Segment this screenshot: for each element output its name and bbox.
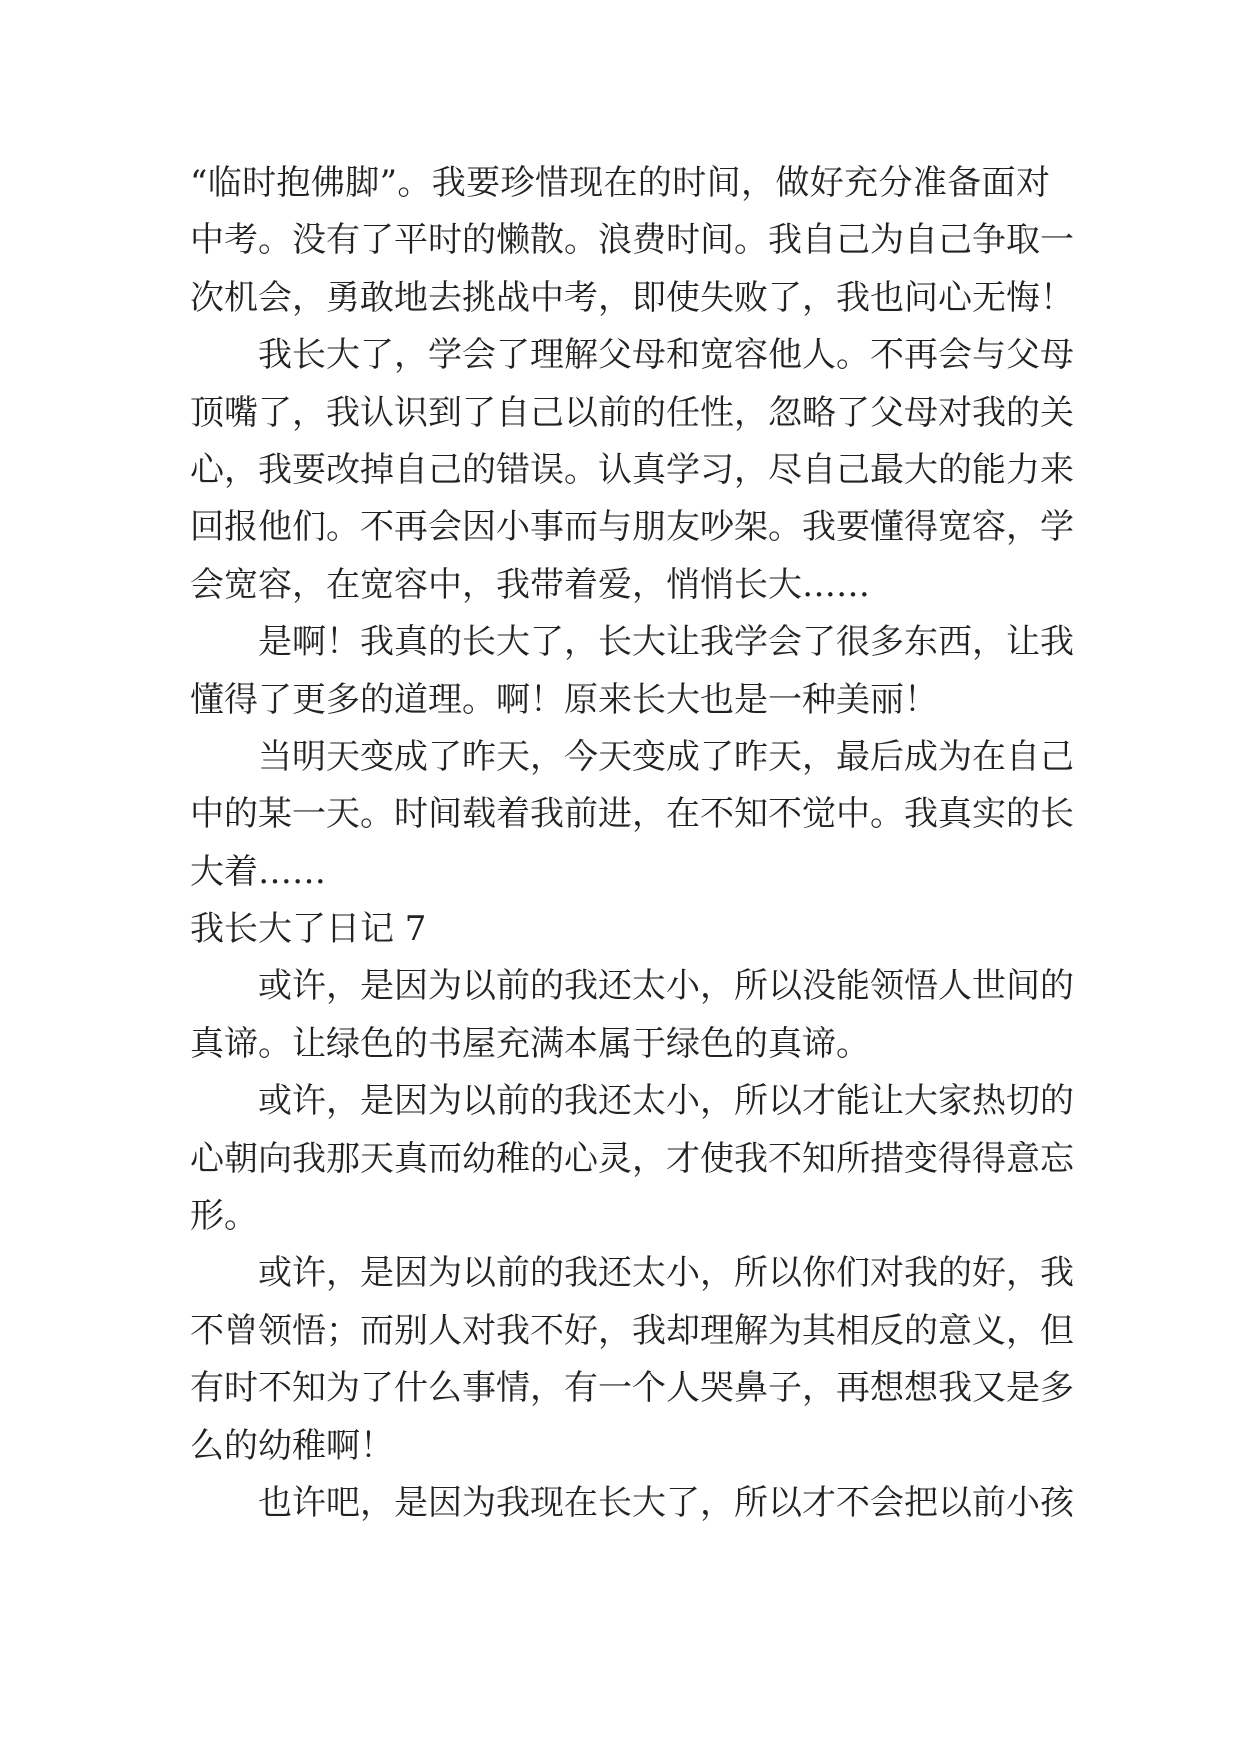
text-line: 真谛。让绿色的书屋充满本属于绿色的真谛。 <box>190 1023 870 1064</box>
text-line: 心，我要改掉自己的错误。认真学习，尽自己最大的能力来 <box>190 449 1074 490</box>
paragraph-first-line: 当明天变成了昨天，今天变成了昨天，最后成为在自己 <box>258 736 1074 777</box>
section-heading: 我长大了日记 7 <box>190 909 427 950</box>
text-line: 会宽容，在宽容中，我带着爱，悄悄长大…… <box>190 564 870 605</box>
text-line: 心朝向我那天真而幼稚的心灵，才使我不知所措变得得意忘 <box>190 1138 1074 1179</box>
text-line: 中的某一天。时间载着我前进，在不知不觉中。我真实的长 <box>190 794 1074 835</box>
document-body <box>190 155 1074 1532</box>
text-line: 中考。没有了平时的懒散。浪费时间。我自己为自己争取一 <box>190 220 1074 261</box>
paragraph-first-line: 也许吧，是因为我现在长大了，所以才不会把以前小孩 <box>258 1482 1074 1523</box>
text-line: “临时抱佛脚”。我要珍惜现在的时间，做好充分准备面对 <box>190 163 1050 203</box>
text-line: 么的幼稚啊！ <box>190 1425 394 1466</box>
paragraph-first-line: 或许，是因为以前的我还太小，所以没能领悟人世间的 <box>258 966 1074 1007</box>
text-line: 懂得了更多的道理。啊！原来长大也是一种美丽！ <box>190 679 938 720</box>
paragraph-first-line: 或许，是因为以前的我还太小，所以才能让大家热切的 <box>258 1081 1074 1122</box>
text-line: 次机会，勇敢地去挑战中考，即使失败了，我也问心无悔！ <box>190 277 1074 318</box>
text-line: 有时不知为了什么事情，有一个人哭鼻子，再想想我又是多 <box>190 1368 1074 1409</box>
text-line: 回报他们。不再会因小事而与朋友吵架。我要懂得宽容，学 <box>190 507 1074 548</box>
text-line: 不曾领悟；而别人对我不好，我却理解为其相反的意义，但 <box>190 1310 1074 1351</box>
text-line: 形。 <box>190 1196 258 1237</box>
text-line: 大着…… <box>190 851 326 892</box>
paragraph-first-line: 是啊！我真的长大了，长大让我学会了很多东西，让我 <box>258 622 1074 663</box>
paragraph-first-line: 或许，是因为以前的我还太小，所以你们对我的好，我 <box>258 1253 1074 1294</box>
text-line: 顶嘴了，我认识到了自己以前的任性，忽略了父母对我的关 <box>190 392 1074 433</box>
paragraph-first-line: 我长大了，学会了理解父母和宽容他人。不再会与父母 <box>258 335 1074 376</box>
